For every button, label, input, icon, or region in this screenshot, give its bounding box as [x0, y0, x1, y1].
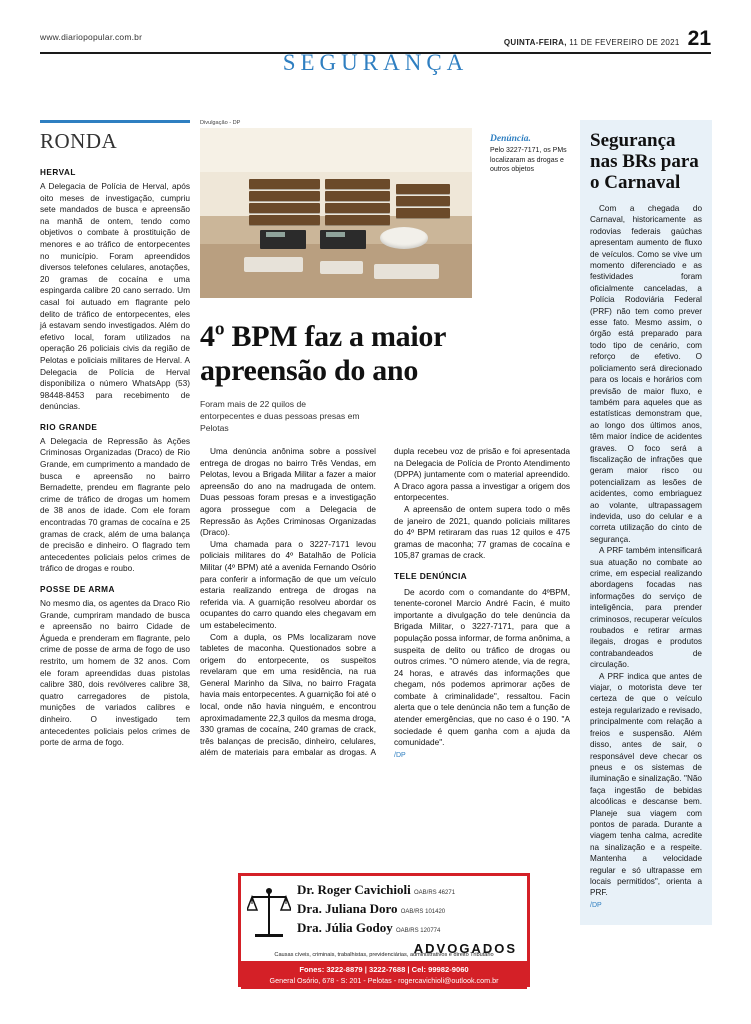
- photo-caption-lead: Denúncia.: [490, 134, 531, 144]
- masthead-right: [504, 28, 711, 49]
- photo-wall-upper: [200, 128, 472, 172]
- ronda-item-title: HERVAL: [40, 168, 76, 177]
- ad-address[interactable]: General Osório, 678 - S: 201 - Pelotas - rogercavichioli@outlook.com.br: [269, 976, 499, 985]
- sidebar-article-title: Segurança nas BRs para o Carnaval: [590, 130, 699, 193]
- sidebar-paragraph: A PRF também intensificará sua atuação no combate ao crime, em especial realizando abordagens focadas nas informações do serviço de inteligência, para prender criminosos, recuperar veículos roubados e retirar armas ilegais, drogas e produtos contrabandeados de circulação.: [590, 546, 702, 670]
- article-headline: 4º BPM faz a maior apreensão do ano: [200, 320, 446, 387]
- drug-brick-icon: [249, 179, 320, 189]
- section-title: SEGURANÇA: [282, 50, 469, 75]
- ad-contact-bar[interactable]: [241, 961, 527, 989]
- main-article: [200, 120, 570, 761]
- packaging-bag-icon: [244, 257, 304, 272]
- drug-brick-icon: [249, 203, 320, 213]
- ad-lawyer-name: Dra. Juliana Doro: [297, 901, 398, 916]
- ad-lawyer-name: Dr. Roger Cavichioli: [297, 882, 411, 897]
- drug-brick-icon: [249, 191, 320, 201]
- ronda-item-text: No mesmo dia, os agentes da Draco Rio Grande, cumpriram mandado de busca e apreensão no bairro Cidade de Águeda e prenderam em flagrante, pelo crime de posse de arma de fogo de uso restrito, um homem de 32 anos. Com ele foram apreendidas duas pistolas calibre 380, dois revólveres calibre 38, quatro carregadores de pistola, munições de variados calibres e dinheiro. O investigado tem antecedentes policiais pelos crimes de porte de arma de fogo.: [40, 598, 190, 748]
- sidebar-paragraph: Com a chegada do Carnaval, historicamente as rodovias federais gaúchas apresentam aumento de fluxo de veículos. Como se vive um momento diferenciado e as festividades foram oficialmente canceladas, a Polícia Rodoviária Federal (PRF) não tem como prever esse fato. Mesmo assim, o órgão está preparado para todo tipo de cenário, com reforço de efetivo. O policiamento será direcionado para os locais e horários com previsão de maior fluxo, e também para aqueles que as estatísticas demonstram que, ao longo dos últimos anos, têm maior índice de acidentes graves. O foco será a fiscalização de infrações que geram maior risco ou potencializam as lesões de acidentes, como embriaguez ao volante, ultrapassagem indevida, uso do celular e a correta utilização do cinto de segurança.: [590, 204, 702, 544]
- article-body: [200, 446, 570, 761]
- ronda-item-text: A Delegacia de Repressão às Ações Criminosas Organizadas (Draco) de Rio Grande, em cumprimento a mandado de busca e apreensão no bairro Bernadette, prendeu em flagrante pelo crime de tráfico de drogas um homem de 38 anos de idade. Com ele foram encontradas 70 gramas de cocaína e 25 gramas de crack, além de uma balança de precisão e dinheiro. O flagrado tem antecedentes policiais pelos crimes de tráfico de drogas e roubo.: [40, 435, 190, 574]
- article-photo: [200, 128, 472, 298]
- ronda-header: RONDA: [40, 120, 190, 154]
- ad-lawyer-name: Dra. Júlia Godoy: [297, 920, 393, 935]
- drug-brick-icon: [325, 191, 390, 201]
- photo-caption-text: Pelo 3227-7171, os PMs localizaram as drogas e outros objetos: [490, 147, 567, 173]
- scales-of-justice-icon: [241, 876, 297, 950]
- drug-brick-icon: [396, 184, 450, 194]
- ronda-item-title: POSSE DE ARMA: [40, 585, 115, 594]
- precision-scale-icon: [320, 230, 366, 249]
- issue-date-text: 11 DE FEVEREIRO DE 2021: [569, 38, 680, 47]
- ad-practice-areas: Causas cíveis, criminais, trabalhistas, previdenciárias, administrativos e direito Tributário: [274, 952, 494, 958]
- ad-label: ADVOGADOS: [413, 941, 517, 956]
- sidebar-paragraph: A PRF indica que antes de viajar, o motorista deve ter certeza de que o veículo esteja regularizado e revisado, principalmente com relação a freios e suspensão. Além disso, antes de sair, o responsável deve checar os pneus e os sistemas de iluminação e sinalização. "Não faça ingestão de bebidas alcoólicas e descanse bem. Planeje sua viagem com pontos de parada. Durante a viagem tenha calma, acredite na sinalização e a respeite. Mantenha a velocidade regular e só ultrapasse em locais permitidos", orienta a PRF.: [590, 671, 702, 898]
- article-paragraph: Uma denúncia anônima sobre a possível entrega de drogas no bairro Três Vendas, em Pelotas, levou a Brigada Militar a fazer a maior apreensão do ano na madrugada de ontem. Duas pessoas foram presas e a investigação agora prossegue com a Delegacia de Repressão às Ações Criminosas Organizadas (Draco).: [200, 446, 376, 538]
- packaging-bag-icon: [320, 261, 364, 275]
- ronda-item: [40, 423, 190, 575]
- photo-credit: Divulgação - DP: [200, 120, 241, 126]
- article-paragraph: A apreensão de ontem supera todo o mês de janeiro de 2021, quando policiais militares do 4º BPM retiraram das ruas 12 quilos e 475 gramas de maconha; 77 gramas de cocaína e 105,87 gramas de crack.: [394, 503, 570, 561]
- article-credit: /DP: [394, 751, 406, 759]
- article-paragraph: Com a dupla, os PMs localizaram nove tabletes de maconha. Questionados sobre a origem do entorpecente, os suspeitos revelaram que em uma residência, na rua General Marinho da Silva, no bairro Fragata havia mais entorpecentes. A guarnição foi até o local, onde não havia ninguém, e encontrou aproximadamente 22,3 quilos da mesma droga, 330 gramas de cocaína, 240 gramas de crack, três balanças de precisão, dinheiro, celulares, além de materiais para embalar as drogas. A dupla recebeu voz de prisão e foi apresentada na Delegacia de Polícia de Pronto Atendimento (DPPA) juntamente com o material apreendido. A Draco agora passa a investigar a origem dos entorpecentes.: [200, 446, 570, 758]
- ad-lawyer-row: [297, 920, 523, 939]
- ronda-item: [40, 585, 190, 749]
- white-bowl-icon: [380, 227, 429, 249]
- ad-lawyer-row: [297, 882, 523, 901]
- page-number: 21: [687, 27, 711, 50]
- sidebar-credit: /DP: [590, 901, 602, 909]
- drug-brick-icon: [396, 196, 450, 206]
- article-paragraph: Uma chamada para o 3227-7171 levou policiais militares do 4º Batalhão de Polícia Militar (4º BPM) até a avenida Fernando Osório para conferir a informação de que um veículo estaria realizando entrega de drogas na referida via. A guarnição resolveu abordar os ocupantes do carro quando eles chegavam em um estabelecimento.: [200, 538, 376, 630]
- precision-scale-icon: [260, 230, 306, 249]
- packaging-bag-icon: [374, 264, 439, 279]
- article-subhead: TELE DENÚNCIA: [394, 570, 468, 581]
- ronda-column: [40, 120, 190, 759]
- site-url: www.diariopopular.com.br: [40, 32, 143, 42]
- drug-brick-icon: [325, 203, 390, 213]
- ad-lawyer-oab: OAB/RS 46271: [414, 890, 456, 896]
- article-standfirst: Foram mais de 22 quilos de entorpecentes e duas pessoas presas em Pelotas: [200, 399, 360, 433]
- drug-brick-icon: [396, 208, 450, 218]
- ad-phones[interactable]: Fones: 3222-8879 | 3222-7688 | Cel: 99982-9060: [299, 965, 469, 974]
- issue-date: [504, 32, 680, 47]
- ronda-item-text: A Delegacia de Polícia de Herval, após oito meses de investigação, cumpriu sete mandados de busca e apreensão na manhã de ontem, tendo como objetivos o combate à prostituição de menores e ao tráfico de entorpecentes no município. Foram apreendidos diversos telefones celulares, anotações, 20 gramas de cocaína e uma espingarda calibre 20 cano serrado. Um casal foi autuado em flagrante pelo delito de tráfico de entorpecentes, eles já estavam sendo investigados. Além do efetivo local, foram utilizados na operação 26 policiais civis da região de Pelotas e policiais militares de Herval. A Delegacia de Polícia de Herval disponibiliza o número WhatsApp (53) 98448-8453 para recebimento de denúncias.: [40, 181, 190, 412]
- ad-lawyer-oab: OAB/RS 120774: [395, 928, 441, 934]
- issue-weekday: QUINTA-FEIRA,: [503, 38, 567, 47]
- sidebar-article: [580, 120, 712, 925]
- advertisement[interactable]: [238, 873, 530, 987]
- drug-brick-icon: [325, 215, 390, 225]
- drug-brick-icon: [325, 179, 390, 189]
- ad-lawyer-row: [297, 901, 523, 920]
- photo-caption: [490, 134, 568, 175]
- ronda-item-title: RIO GRANDE: [40, 422, 98, 432]
- ronda-item: [40, 168, 190, 413]
- article-paragraph: De acordo com o comandante do 4ºBPM, tenente-coronel Marcio André Facin, é muito importante a divulgação do tele denúncia da Brigada Militar, o 3227-7171, para que a população possa informar, de forma anônima, a suspeita de delito ou tráfico de drogas ou outros crimes. "O número atende, via de regra, 24 horas, e através das informações que chegam, nós podemos aprimorar ações de combate à criminalidade", ressaltou. Facin alerta que o tele denúncia não tem a função de atender emergências, que no caso é o 190. "A sociedade é quem ganha com a ajuda da comunidade".: [394, 586, 570, 748]
- ad-lawyer-oab: OAB/RS 101420: [400, 909, 446, 915]
- drug-brick-icon: [249, 215, 320, 225]
